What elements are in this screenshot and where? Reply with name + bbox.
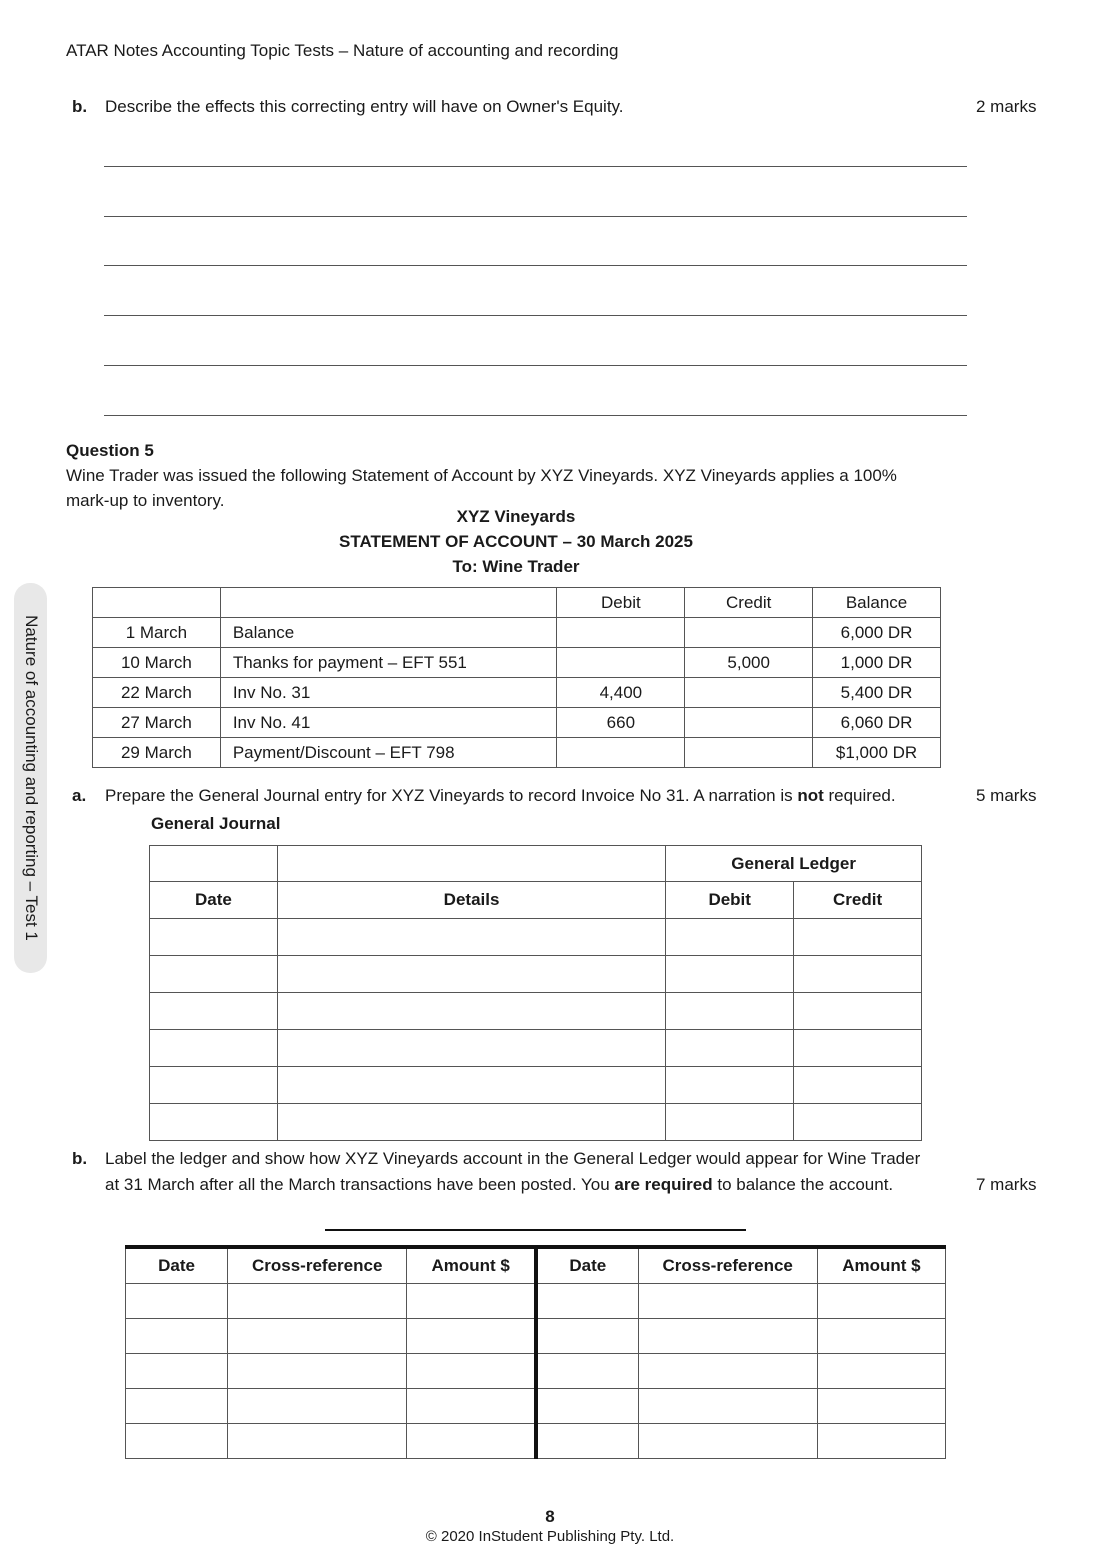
answer-line[interactable] xyxy=(104,166,967,167)
question-label: b. xyxy=(72,1149,88,1168)
column-header-amount-cr: Amount $ xyxy=(817,1247,945,1283)
column-header-balance: Balance xyxy=(813,588,941,618)
column-header-date: Date xyxy=(150,882,278,919)
table-row xyxy=(150,1104,922,1141)
input-cell[interactable] xyxy=(277,1030,665,1067)
column-header-credit: Credit xyxy=(794,882,922,919)
row-balance: 6,000 DR xyxy=(813,618,941,648)
input-cell[interactable] xyxy=(817,1353,945,1388)
table-header-row xyxy=(126,1247,946,1283)
section-side-tab xyxy=(14,583,47,973)
answer-line[interactable] xyxy=(104,365,967,366)
column-header-debit: Debit xyxy=(666,882,794,919)
input-cell[interactable] xyxy=(638,1283,817,1318)
row-details: Inv No. 41 xyxy=(220,708,557,738)
table-row xyxy=(126,1283,946,1318)
input-cell[interactable] xyxy=(228,1283,407,1318)
input-cell[interactable] xyxy=(150,1030,278,1067)
empty-header-cell xyxy=(277,846,665,882)
answer-line[interactable] xyxy=(104,216,967,217)
table-row xyxy=(126,1388,946,1423)
input-cell[interactable] xyxy=(794,993,922,1030)
page-number: 8 xyxy=(545,1507,555,1526)
table-header-row xyxy=(150,882,922,919)
question-intro-line2: mark-up to inventory. xyxy=(66,491,225,510)
marks-label: 5 marks xyxy=(976,786,1037,805)
question-text: to balance the account. xyxy=(712,1175,894,1194)
row-details: Balance xyxy=(220,618,557,648)
table-row xyxy=(150,1067,922,1104)
row-debit xyxy=(557,738,685,768)
statement-recipient: To: Wine Trader xyxy=(452,557,580,576)
question-text: Describe the effects this correcting entry will have on Owner's Equity. xyxy=(105,97,624,116)
ledger-t-account-table xyxy=(125,1245,946,1459)
input-cell[interactable] xyxy=(817,1388,945,1423)
input-cell[interactable] xyxy=(277,919,665,956)
question-text: required. xyxy=(823,786,896,805)
running-header: ATAR Notes Accounting Topic Tests – Nature of accounting and recording xyxy=(66,41,619,60)
table-row xyxy=(126,1353,946,1388)
input-cell[interactable] xyxy=(150,919,278,956)
input-cell[interactable] xyxy=(794,1067,922,1104)
input-cell[interactable] xyxy=(666,1030,794,1067)
input-cell[interactable] xyxy=(536,1388,638,1423)
row-debit: 4,400 xyxy=(557,678,685,708)
input-cell[interactable] xyxy=(666,1104,794,1141)
question-b xyxy=(72,1148,920,1170)
row-debit: 660 xyxy=(557,708,685,738)
input-cell[interactable] xyxy=(817,1423,945,1458)
statement-table xyxy=(92,587,941,768)
question-title: Question 5 xyxy=(66,441,154,460)
row-details: Thanks for payment – EFT 551 xyxy=(220,648,557,678)
input-cell[interactable] xyxy=(228,1423,407,1458)
table-row xyxy=(150,919,922,956)
input-cell[interactable] xyxy=(228,1353,407,1388)
input-cell[interactable] xyxy=(126,1388,228,1423)
input-cell[interactable] xyxy=(126,1318,228,1353)
input-cell[interactable] xyxy=(638,1353,817,1388)
table-row xyxy=(126,1318,946,1353)
input-cell[interactable] xyxy=(277,1067,665,1104)
row-debit xyxy=(557,648,685,678)
input-cell[interactable] xyxy=(150,1067,278,1104)
input-cell[interactable] xyxy=(794,1030,922,1067)
input-cell[interactable] xyxy=(536,1318,638,1353)
row-credit: 5,000 xyxy=(685,648,813,678)
question-text: Prepare the General Journal entry for XYZ Vineyards to record Invoice No 31. A narration is xyxy=(105,786,798,805)
question-text-emphasis: not xyxy=(797,786,824,805)
row-date: 1 March xyxy=(93,618,221,648)
column-header xyxy=(93,588,221,618)
question-intro-line1: Wine Trader was issued the following Statement of Account by XYZ Vineyards. XYZ Vineyards applies a 100% xyxy=(66,466,897,485)
input-cell[interactable] xyxy=(228,1318,407,1353)
table-row xyxy=(93,678,941,708)
row-credit xyxy=(685,708,813,738)
input-cell[interactable] xyxy=(150,993,278,1030)
statement-title: STATEMENT OF ACCOUNT – 30 March 2025 xyxy=(339,532,693,551)
input-cell[interactable] xyxy=(407,1388,536,1423)
column-header-amount-dr: Amount $ xyxy=(407,1247,536,1283)
column-header-crossref-dr: Cross-reference xyxy=(228,1247,407,1283)
row-details: Inv No. 31 xyxy=(220,678,557,708)
input-cell[interactable] xyxy=(407,1353,536,1388)
journal-title: General Journal xyxy=(151,814,281,833)
group-header-general-ledger: General Ledger xyxy=(666,846,922,882)
input-cell[interactable] xyxy=(794,1104,922,1141)
table-row xyxy=(150,993,922,1030)
input-cell[interactable] xyxy=(666,919,794,956)
prev-question-b xyxy=(72,96,624,118)
marks-label: 7 marks xyxy=(976,1175,1037,1194)
input-cell[interactable] xyxy=(407,1318,536,1353)
question-b-line2 xyxy=(105,1174,893,1196)
column-header-date-dr: Date xyxy=(126,1247,228,1283)
row-date: 10 March xyxy=(93,648,221,678)
question-label: a. xyxy=(72,786,87,805)
input-cell[interactable] xyxy=(407,1283,536,1318)
table-row xyxy=(150,1030,922,1067)
row-date: 27 March xyxy=(93,708,221,738)
input-cell[interactable] xyxy=(536,1353,638,1388)
table-row xyxy=(126,1423,946,1458)
table-row xyxy=(150,956,922,993)
input-cell[interactable] xyxy=(126,1283,228,1318)
general-journal-table xyxy=(149,845,922,1141)
row-details: Payment/Discount – EFT 798 xyxy=(220,738,557,768)
row-date: 22 March xyxy=(93,678,221,708)
column-header-credit: Credit xyxy=(685,588,813,618)
copyright: © 2020 InStudent Publishing Pty. Ltd. xyxy=(425,1528,675,1545)
row-debit xyxy=(557,618,685,648)
input-cell[interactable] xyxy=(638,1388,817,1423)
marks-label: 2 marks xyxy=(976,97,1037,116)
answer-line[interactable] xyxy=(104,315,967,316)
question-text: at 31 March after all the March transactions have been posted. You xyxy=(105,1175,615,1194)
input-cell[interactable] xyxy=(794,956,922,993)
column-header-crossref-cr: Cross-reference xyxy=(638,1247,817,1283)
statement-company: XYZ Vineyards xyxy=(456,507,576,526)
input-cell[interactable] xyxy=(277,993,665,1030)
ledger-account-name-line[interactable] xyxy=(325,1229,746,1231)
input-cell[interactable] xyxy=(794,919,922,956)
answer-line[interactable] xyxy=(104,265,967,266)
empty-header-cell xyxy=(150,846,278,882)
column-header-details: Details xyxy=(277,882,665,919)
row-balance: 5,400 DR xyxy=(813,678,941,708)
row-date: 29 March xyxy=(93,738,221,768)
row-credit xyxy=(685,678,813,708)
question-a xyxy=(72,785,896,807)
question-text: Label the ledger and show how XYZ Vineyards account in the General Ledger would appear for Wine Trader xyxy=(105,1149,921,1168)
input-cell[interactable] xyxy=(817,1318,945,1353)
question-label: b. xyxy=(72,97,88,116)
question-text-emphasis: are required xyxy=(614,1175,713,1194)
input-cell[interactable] xyxy=(817,1283,945,1318)
table-row xyxy=(93,618,941,648)
column-header-debit: Debit xyxy=(557,588,685,618)
column-header xyxy=(220,588,557,618)
answer-line[interactable] xyxy=(104,415,967,416)
input-cell[interactable] xyxy=(150,956,278,993)
input-cell[interactable] xyxy=(666,956,794,993)
input-cell[interactable] xyxy=(666,993,794,1030)
input-cell[interactable] xyxy=(638,1423,817,1458)
input-cell[interactable] xyxy=(407,1423,536,1458)
input-cell[interactable] xyxy=(126,1353,228,1388)
row-balance: 1,000 DR xyxy=(813,648,941,678)
table-row xyxy=(93,648,941,678)
input-cell[interactable] xyxy=(277,1104,665,1141)
row-balance: 6,060 DR xyxy=(813,708,941,738)
table-row xyxy=(93,738,941,768)
table-header-row xyxy=(93,588,941,618)
input-cell[interactable] xyxy=(150,1104,278,1141)
column-header-date-cr: Date xyxy=(536,1247,638,1283)
input-cell[interactable] xyxy=(228,1388,407,1423)
input-cell[interactable] xyxy=(126,1423,228,1458)
table-row xyxy=(93,708,941,738)
side-tab-label: Nature of accounting and reporting – Test 1 xyxy=(21,615,41,941)
input-cell[interactable] xyxy=(666,1067,794,1104)
row-credit xyxy=(685,618,813,648)
input-cell[interactable] xyxy=(536,1423,638,1458)
input-cell[interactable] xyxy=(277,956,665,993)
table-group-header-row xyxy=(150,846,922,882)
row-balance: $1,000 DR xyxy=(813,738,941,768)
input-cell[interactable] xyxy=(536,1283,638,1318)
row-credit xyxy=(685,738,813,768)
input-cell[interactable] xyxy=(638,1318,817,1353)
